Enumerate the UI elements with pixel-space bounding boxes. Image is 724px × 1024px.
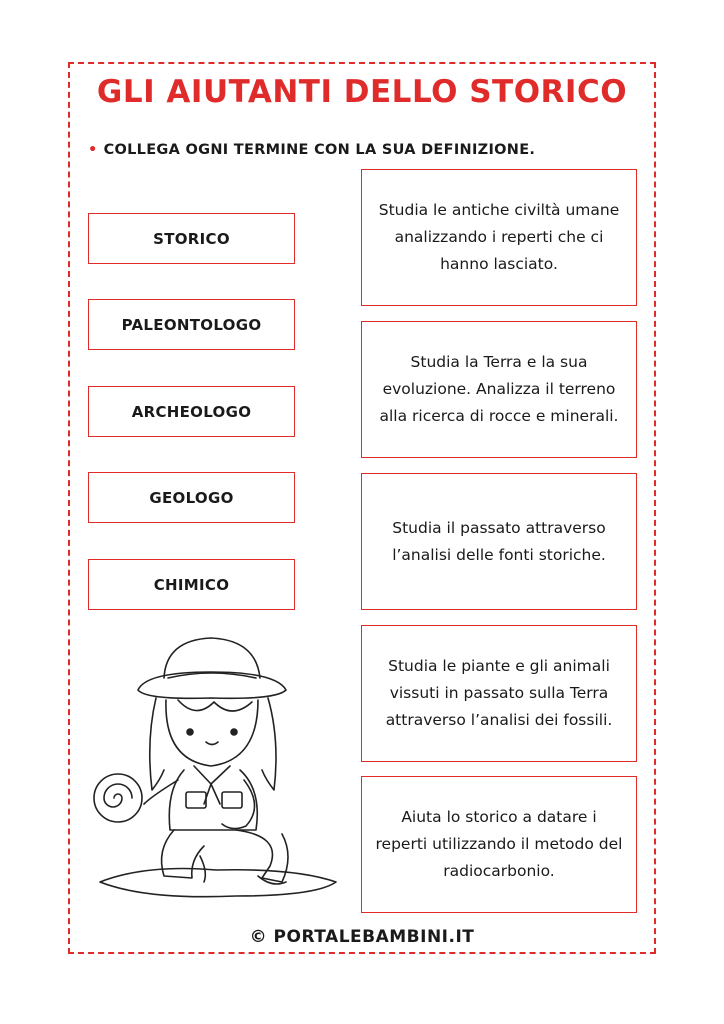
instruction-text: COLLEGA OGNI TERMINE CON LA SUA DEFINIZIONE. — [103, 142, 536, 158]
definition-box-1[interactable] — [361, 169, 637, 306]
definition-box-2[interactable] — [361, 321, 637, 458]
right-arm — [222, 780, 255, 829]
term-box-chimico[interactable]: CHIMICO — [88, 559, 295, 610]
bangs — [178, 700, 252, 711]
definition-box-5[interactable] — [361, 776, 637, 913]
right-pocket — [222, 792, 242, 808]
hair-right — [262, 698, 276, 790]
left-eye — [187, 729, 193, 735]
bent-leg — [236, 830, 288, 882]
definition-text: Studia le piante e gli animali vissuti in passato sulla Terra attraverso l’analisi dei fossili. — [385, 657, 613, 729]
smile — [206, 742, 218, 745]
ground-shadow — [100, 869, 336, 897]
instruction — [88, 142, 535, 158]
term-box-storico[interactable]: STORICO — [88, 213, 295, 264]
term-box-paleontologo[interactable]: PALEONTOLOGO — [88, 299, 295, 350]
definition-text: Studia le antiche civiltà umane analizzando i reperti che ci hanno lasciato. — [378, 201, 620, 273]
copyright-footer: © PORTALEBAMBINI.IT — [249, 927, 475, 947]
definition-text: Studia il passato attraverso l’analisi delle fonti storiche. — [392, 518, 606, 564]
definition-text: Studia la Terra e la sua evoluzione. Analizza il terreno alla ricerca di rocce e minerali. — [379, 353, 619, 425]
worksheet-title: GLI AIUTANTI DELLO STORICO — [96, 74, 628, 110]
ammonite-fossil — [94, 774, 142, 822]
kneeling-leg — [162, 830, 204, 878]
face — [166, 700, 258, 766]
hat-brim — [138, 672, 286, 698]
fossil-spiral — [104, 784, 132, 807]
definition-box-4[interactable] — [361, 625, 637, 762]
scarf — [194, 766, 230, 784]
bullet-icon: • — [88, 142, 98, 158]
explorer-girl-illustration — [86, 620, 346, 910]
definition-box-3[interactable] — [361, 473, 637, 610]
right-eye — [231, 729, 237, 735]
term-box-geologo[interactable]: GEOLOGO — [88, 472, 295, 523]
hair-left — [150, 698, 164, 790]
definition-text: Aiuta lo storico a datare i reperti utilizzando il metodo del radiocarbonio. — [375, 808, 623, 880]
term-box-archeologo[interactable]: ARCHEOLOGO — [88, 386, 295, 437]
torso — [169, 770, 257, 830]
left-pocket — [186, 792, 206, 808]
